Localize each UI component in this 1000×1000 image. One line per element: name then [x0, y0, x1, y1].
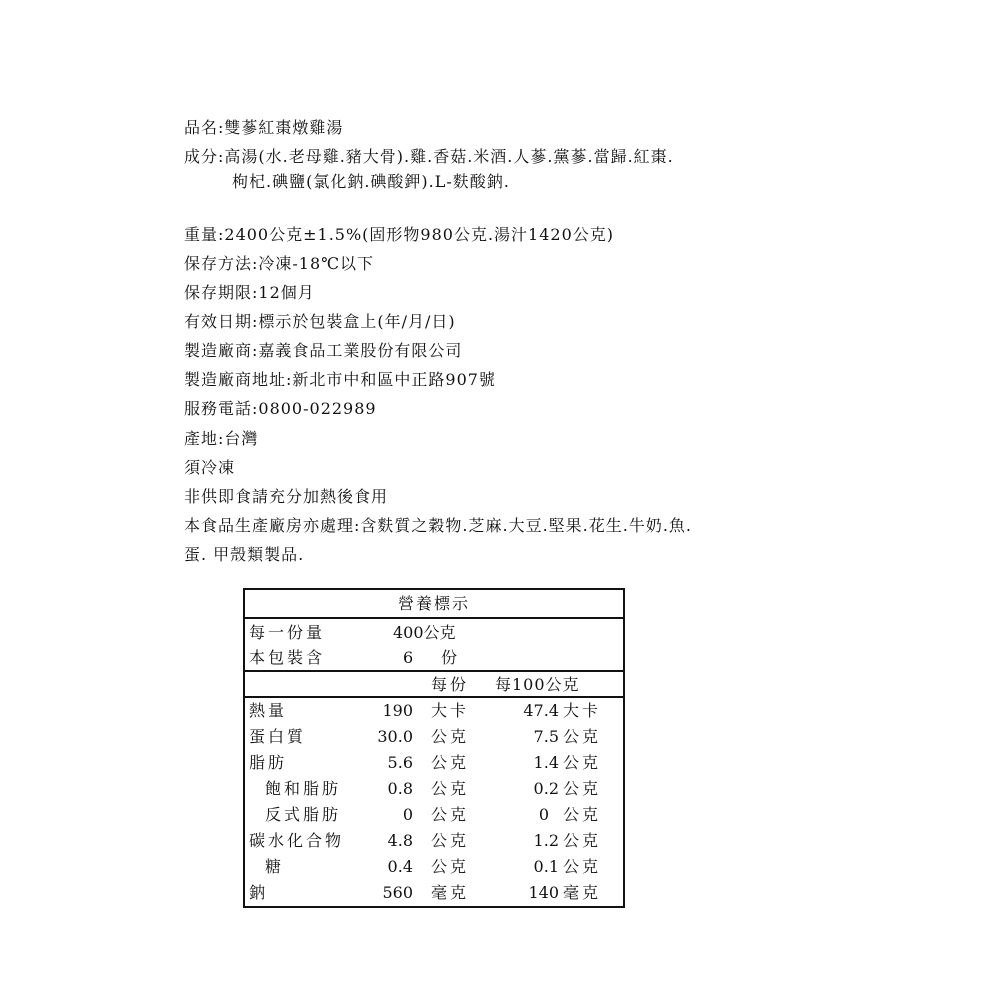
col-per-serving: 每份 — [431, 675, 470, 694]
per-serving-unit: 毫克 — [431, 883, 470, 902]
nutrition-title: 營養標示 — [397, 594, 470, 613]
per-100g-unit: 公克 — [563, 753, 602, 772]
serving-size-value: 400公克 — [393, 623, 456, 642]
per-100g-unit: 毫克 — [563, 883, 602, 902]
per-100g-value: 47.4 — [523, 701, 559, 720]
nutrient-name: 蛋白質 — [249, 727, 307, 746]
nutrient-row — [245, 828, 623, 854]
per-100g-unit: 公克 — [563, 831, 602, 850]
per-serving-value: 0 — [402, 805, 413, 824]
per-100g-value: 0.1 — [533, 857, 559, 876]
per-100g-value: 0 — [538, 805, 549, 824]
per-serving-unit: 公克 — [431, 831, 470, 850]
per-100g-unit: 公克 — [563, 779, 602, 798]
frozen-note: 須冷凍 — [184, 458, 236, 477]
servings-value: 6 — [403, 648, 414, 667]
per-serving-value: 5.6 — [387, 753, 413, 772]
per-serving-unit: 公克 — [431, 857, 470, 876]
servings-unit: 份 — [441, 648, 458, 667]
serving-size-label: 每一份量 — [249, 623, 326, 642]
nutrient-name: 飽和脂肪 — [265, 779, 342, 798]
per-100g-unit: 大卡 — [563, 701, 602, 720]
nutrient-row — [245, 854, 623, 880]
nutrient-name: 熱量 — [249, 701, 288, 720]
expiry-date: 有效日期:標示於包裝盒上(年/月/日) — [184, 312, 456, 331]
serving-size-row — [245, 620, 623, 646]
nutrient-row — [245, 698, 623, 724]
ingredients-line-2: 枸杞.碘鹽(氯化鈉.碘酸鉀).L-麩酸鈉. — [232, 172, 510, 191]
nutrient-row — [245, 750, 623, 776]
per-100g-unit: 公克 — [563, 805, 602, 824]
service-phone: 服務電話:0800-022989 — [184, 399, 377, 418]
per-serving-unit: 公克 — [431, 779, 470, 798]
allergen-line-2: 蛋. 甲殼類製品. — [184, 545, 305, 564]
divider — [245, 617, 623, 619]
per-serving-value: 190 — [382, 701, 413, 720]
manufacturer-address: 製造廠商地址:新北市中和區中正路907號 — [184, 370, 496, 389]
nutrient-name: 反式脂肪 — [265, 805, 342, 824]
nutrition-title-row — [245, 591, 623, 617]
net-weight: 重量:2400公克±1.5%(固形物980公克.湯汁1420公克) — [184, 225, 614, 244]
per-100g-value: 7.5 — [533, 727, 559, 746]
nutrient-row — [245, 880, 623, 906]
per-serving-value: 560 — [382, 883, 413, 902]
servings-row — [245, 645, 623, 671]
per-serving-value: 0.4 — [387, 857, 413, 876]
nutrient-name: 糖 — [265, 857, 285, 876]
per-100g-value: 1.4 — [533, 753, 559, 772]
nutrient-row — [245, 776, 623, 802]
column-header-row — [245, 672, 623, 698]
per-100g-value: 140 — [528, 883, 559, 902]
per-serving-unit: 公克 — [431, 805, 470, 824]
nutrient-name: 碳水化合物 — [249, 831, 345, 850]
servings-label: 本包裝含 — [249, 648, 326, 667]
per-100g-unit: 公克 — [563, 857, 602, 876]
per-serving-unit: 公克 — [431, 753, 470, 772]
col-per-100g: 每100公克 — [495, 675, 580, 694]
nutrient-row — [245, 724, 623, 750]
nutrition-facts-table — [243, 588, 625, 908]
manufacturer: 製造廠商:嘉義食品工業股份有限公司 — [184, 341, 463, 360]
nutrient-row — [245, 802, 623, 828]
per-serving-value: 30.0 — [377, 727, 413, 746]
storage-method: 保存方法:冷凍-18℃以下 — [184, 254, 375, 273]
allergen-line-1: 本食品生產廠房亦處理:含麩質之穀物.芝麻.大豆.堅果.花生.牛奶.魚. — [184, 516, 692, 535]
nutrient-name: 鈉 — [249, 883, 269, 902]
per-serving-unit: 公克 — [431, 727, 470, 746]
nutrient-name: 脂肪 — [249, 753, 288, 772]
product-name: 品名:雙蔘紅棗燉雞湯 — [184, 118, 344, 137]
per-100g-unit: 公克 — [563, 727, 602, 746]
per-serving-value: 4.8 — [387, 831, 413, 850]
ingredients-line-1: 成分:高湯(水.老母雞.豬大骨).雞.香菇.米酒.人蔘.黨蔘.當歸.紅棗. — [184, 147, 674, 166]
per-100g-value: 1.2 — [533, 831, 559, 850]
per-serving-value: 0.8 — [387, 779, 413, 798]
shelf-life: 保存期限:12個月 — [184, 283, 315, 302]
origin: 產地:台灣 — [184, 429, 259, 448]
per-serving-unit: 大卡 — [431, 701, 470, 720]
heating-note: 非供即食請充分加熱後食用 — [184, 487, 389, 506]
per-100g-value: 0.2 — [533, 779, 559, 798]
